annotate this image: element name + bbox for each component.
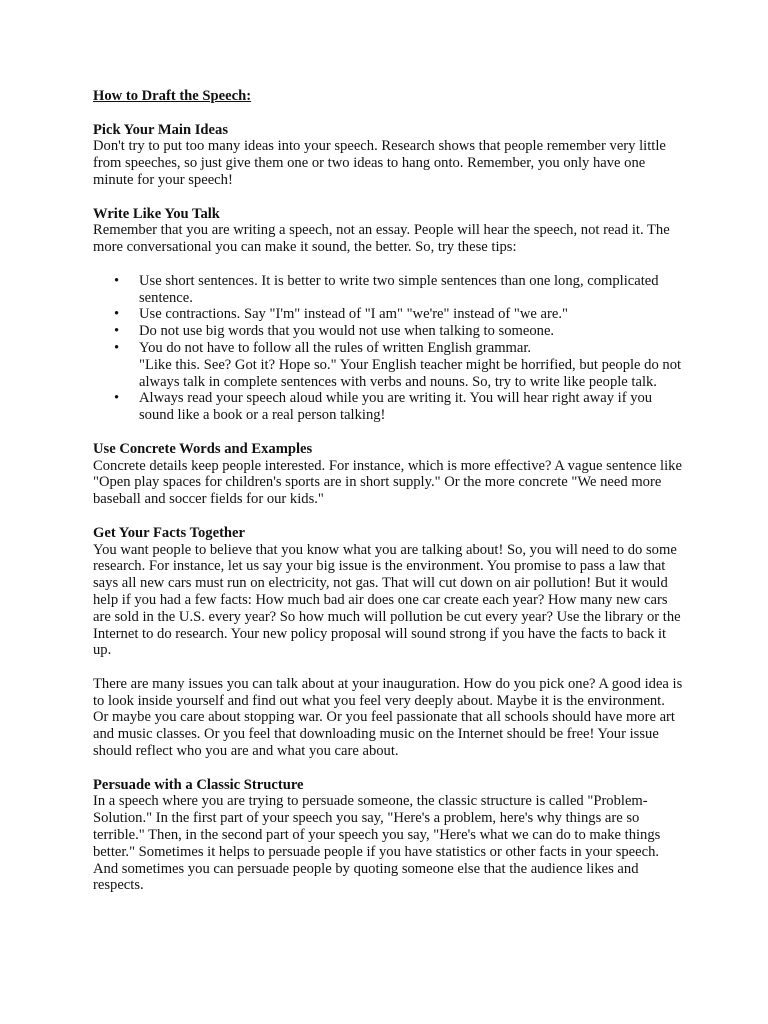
bullet-icon: •: [114, 339, 120, 356]
list-item-text: You do not have to follow all the rules of written English grammar.: [139, 339, 532, 356]
bullet-icon: •: [114, 323, 120, 340]
list-item-text: Always read your speech aloud while you are writing it. You will hear right away if you sound like a book or a real person talking!: [139, 390, 653, 424]
list-item-text: Use short sentences. It is better to write two simple sentences than one long, complicated sentence.: [139, 272, 659, 306]
document-page: [93, 88, 683, 911]
tips-list: [93, 273, 683, 424]
section-text-main-ideas: Don't try to put too many ideas into your speech. Research shows that people remember very little from speeches, so just give them one or two ideas to hang onto. Remember, you only have one minute for your speech!: [93, 138, 666, 188]
section-text-write-like-you-talk: Remember that you are writing a speech, not an essay. People will hear the speech, not read it. The more conversational you can make it sound, the better. So, try these tips:: [93, 222, 670, 256]
list-item: [93, 323, 683, 340]
bullet-icon: •: [114, 390, 120, 407]
section-heading-classic-structure: Persuade with a Classic Structure: [93, 776, 304, 793]
list-item: [93, 340, 683, 390]
section-text-facts: You want people to believe that you know what you are talking about! So, you will need to do some research. For instance, let us say your big issue is the environment. You promise to pass a law that says all new cars must run on electricity, not gas. That will cut down on air pollution! But it would help if you had a few facts: How much bad air does one car create each year? How many new cars are sold in the U.S. every year? So how much will pollution be cut every year? Use the library or the Internet to do research. Your new policy proposal will sound strong if you have the facts to back it up.: [93, 541, 681, 659]
bullet-icon: •: [114, 306, 120, 323]
section-heading-facts: Get Your Facts Together: [93, 524, 245, 541]
document-title: How to Draft the Speech:: [93, 88, 252, 104]
section-heading-concrete-words: Use Concrete Words and Examples: [93, 440, 313, 457]
list-item: [93, 390, 683, 424]
section-text-classic-structure: In a speech where you are trying to persuade someone, the classic structure is called "Problem-Solution." In the first part of your speech you say, "Here's a problem, here's why things are so terrible." Then, in the second part of your speech you say, "Here's what we can do to make things better." Sometimes it helps to persuade people if you have statistics or other facts in your speech. And sometimes you can persuade people by quoting someone else that the audience likes and respects.: [93, 793, 661, 894]
list-item: [93, 306, 683, 323]
list-item-text: Use contractions. Say "I'm" instead of "I am" "we're" instead of "we are.": [139, 306, 568, 323]
section-text-concrete-words: Concrete details keep people interested. For instance, which is more effective? A vague sentence like "Open play spaces for children's sports are in short supply." Or the more concrete "We need more baseball and soccer fields for our kids.": [93, 457, 682, 508]
bullet-icon: •: [114, 272, 120, 289]
section-heading-main-ideas: Pick Your Main Ideas: [93, 121, 229, 138]
list-item-subtext: "Like this. See? Got it? Hope so." Your English teacher might be horrified, but people do not always talk in complete sentences with verbs and nouns. So, try to write like people talk.: [139, 356, 682, 390]
list-item-text: Do not use big words that you would not use when talking to someone.: [139, 323, 555, 340]
section-text-issues: There are many issues you can talk about at your inauguration. How do you pick one? A good idea is to look inside yourself and find out what you feel very deeply about. Maybe it is the environment. Or maybe you care about stopping war. Or you feel passionate that all schools should have more art and music classes. Or you feel that downloading music on the Internet should be free! Your issue should reflect who you are and what you care about.: [93, 675, 683, 760]
list-item: [93, 273, 683, 307]
section-heading-write-like-you-talk: Write Like You Talk: [93, 205, 220, 222]
